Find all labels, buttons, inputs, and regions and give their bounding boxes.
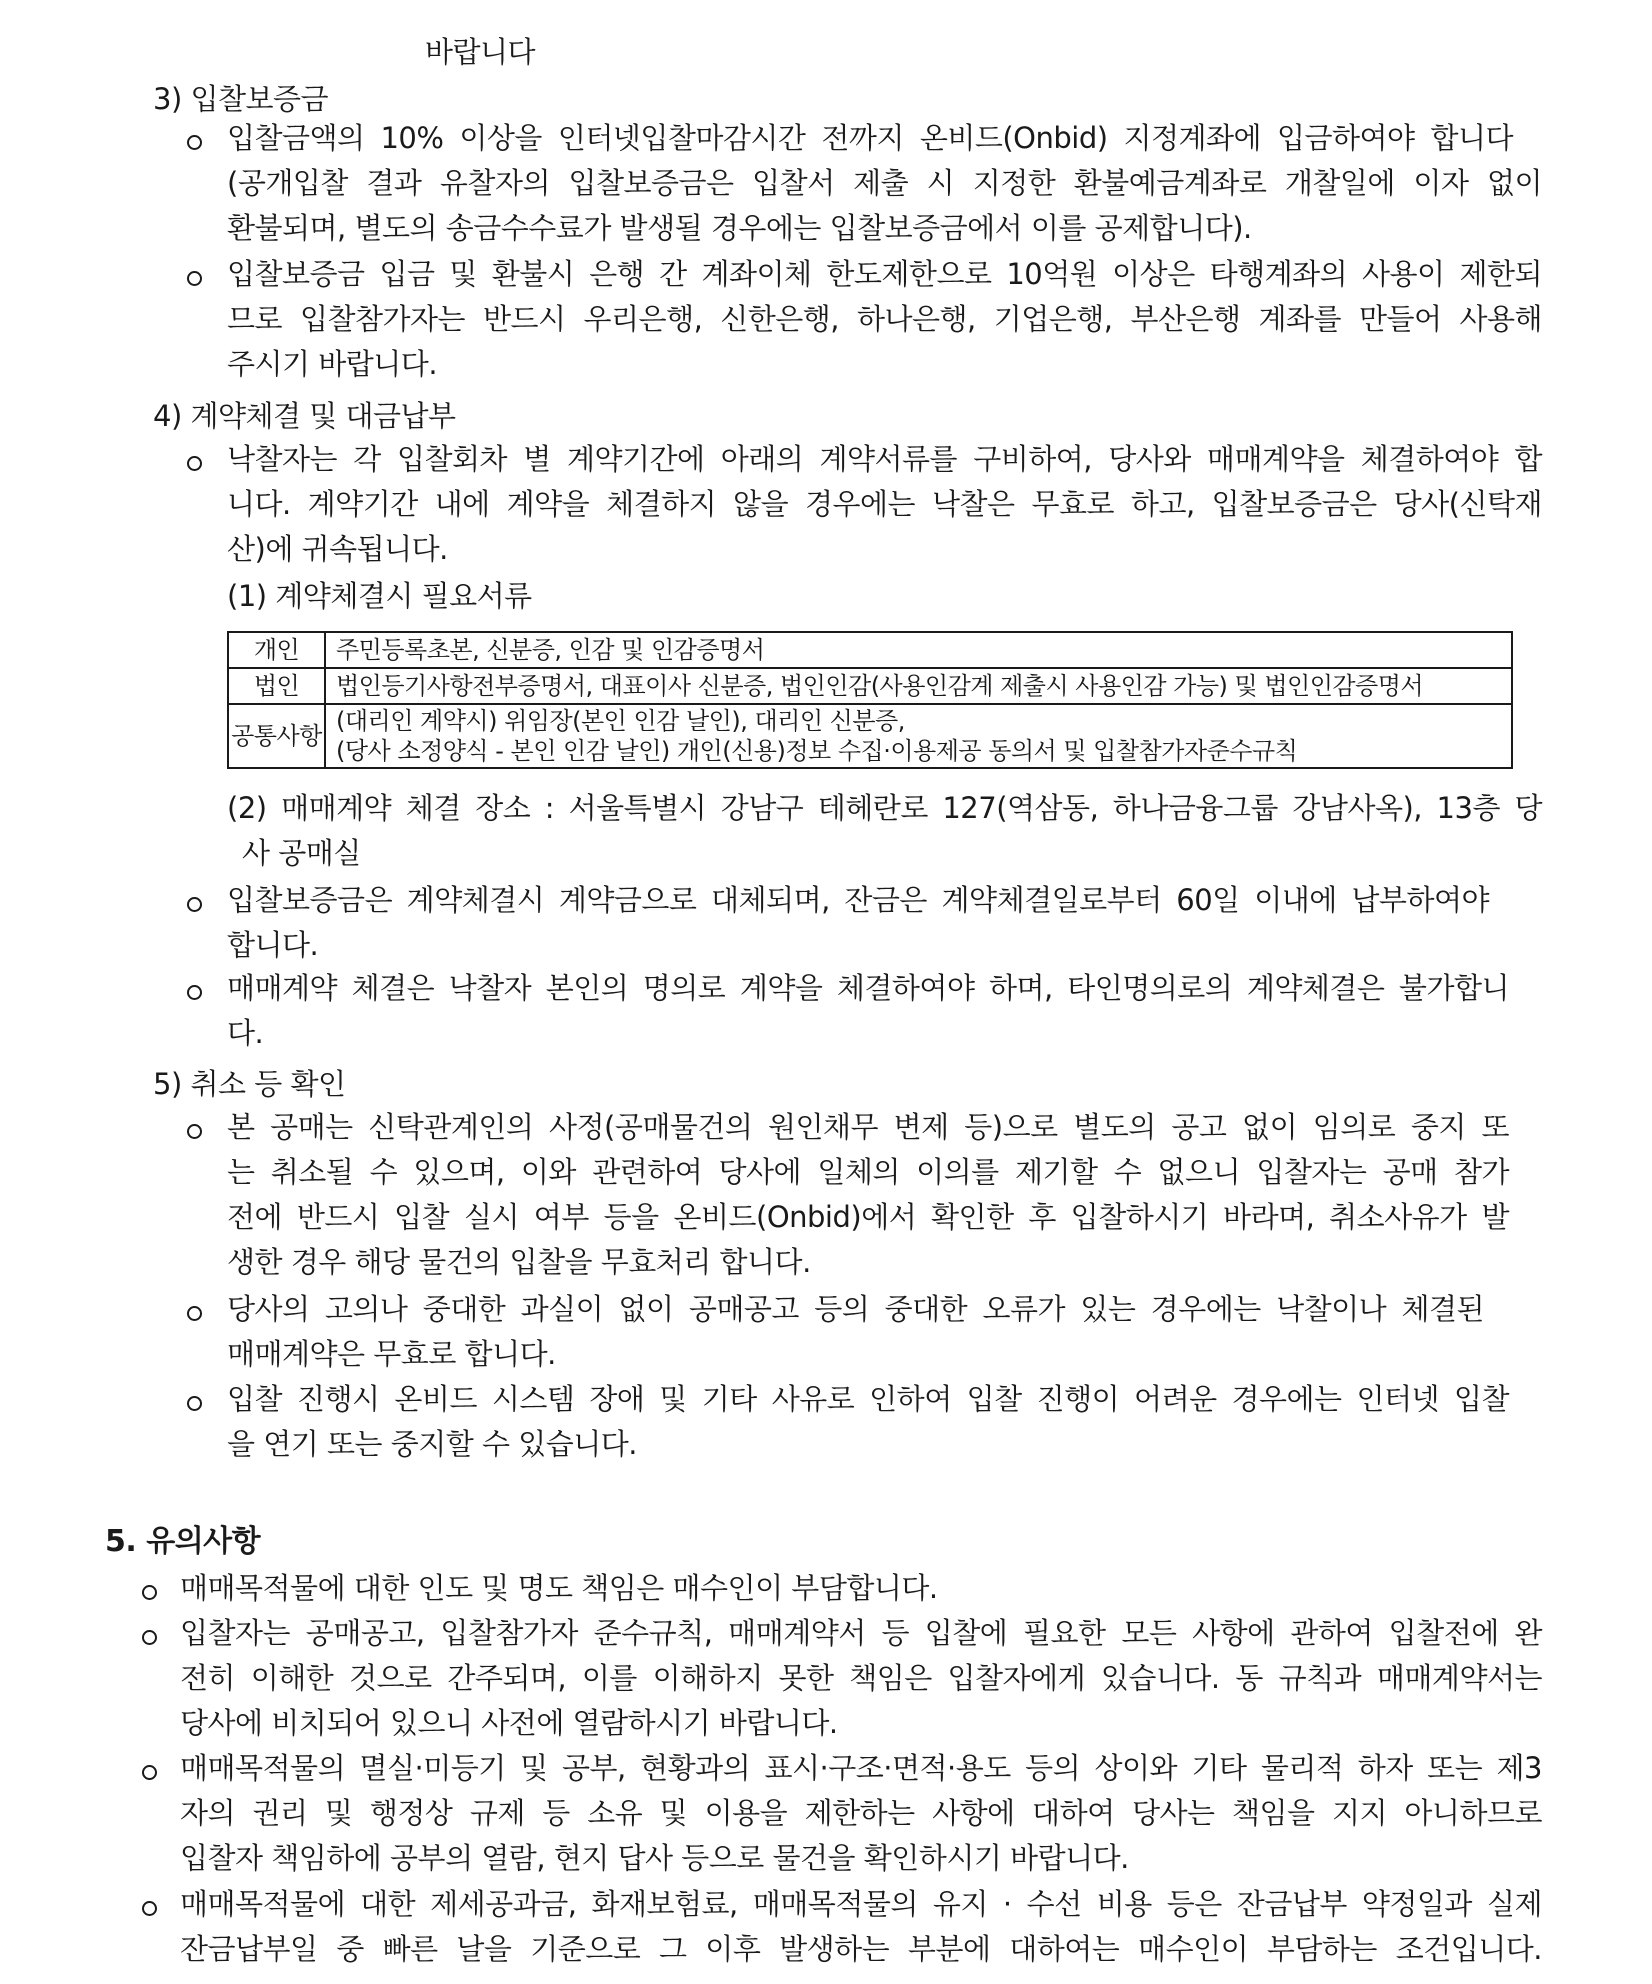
table-row [228,632,1512,668]
bullet-icon [142,1901,157,1916]
table-row [228,704,1512,768]
bullet-icon [187,1124,202,1139]
paragraph-line: 매매계약은 무효로 합니다. [227,1337,556,1371]
paragraph-line: 합니다. [227,928,319,962]
paragraph-line: 자의 권리 및 행정상 규제 등 소유 및 이용을 제한하는 사항에 대하여 당사는 책임을 지지 아니하므로 [180,1796,1542,1830]
paragraph-line: 매매목적물의 멸실·미등기 및 공부, 현황과의 표시·구조·면적·용도 등의 상이와 기타 물리적 하자 또는 제3 [180,1751,1542,1785]
bullet-icon [187,271,202,286]
bullet-icon [187,1306,202,1321]
bullet-icon [142,1585,157,1600]
paragraph-line: 다. [227,1016,264,1050]
bullet-icon [187,897,202,912]
paragraph-line: 생한 경우 해당 물건의 입찰을 무효처리 합니다. [227,1245,811,1279]
paragraph-line: 당사의 고의나 중대한 과실이 없이 공매공고 등의 중대한 오류가 있는 경우에는 낙찰이나 체결된 [227,1292,1484,1326]
table-cell-label: 법인 [228,668,325,704]
paragraph-line: 환불되며, 별도의 송금수수료가 발생될 경우에는 입찰보증금에서 이를 공제합니다). [227,211,1252,245]
paragraph-line: 는 취소될 수 있으며, 이와 관련하여 당사에 일체의 이의를 제기할 수 없으니 입찰자는 공매 참가 [227,1155,1509,1189]
paragraph-line: 을 연기 또는 중지할 수 있습니다. [227,1427,637,1461]
section-3-heading: 3) 입찰보증금 [153,82,329,116]
paragraph-line: 입찰금액의 10% 이상을 인터넷입찰마감시간 전까지 온비드(Onbid) 지정계좌에 입금하여야 합니다 [227,121,1513,155]
table-row [228,668,1512,704]
paragraph-line: 매매목적물에 대한 인도 및 명도 책임은 매수인이 부담합니다. [180,1571,938,1605]
required-documents-table [227,631,1513,769]
paragraph-line: 매매목적물에 대한 제세공과금, 화재보험료, 매매목적물의 유지 · 수선 비용 등은 잔금납부 약정일과 실제 [180,1887,1542,1921]
paragraph-line: 매매계약 체결은 낙찰자 본인의 명의로 계약을 체결하여야 하며, 타인명의로의 계약체결은 불가합니 [227,971,1509,1005]
paragraph-line: (2) 매매계약 체결 장소 : 서울특별시 강남구 테헤란로 127(역삼동, 하나금융그룹 강남사옥), 13층 당 [227,791,1542,825]
section-4-heading: 4) 계약체결 및 대금납부 [153,399,456,433]
paragraph-line: 입찰자는 공매공고, 입찰참가자 준수규칙, 매매계약서 등 입찰에 필요한 모든 사항에 관하여 입찰전에 완 [180,1616,1542,1650]
table-cell-value [325,704,1512,768]
table-cell-line: (당사 소정양식 - 본인 인감 날인) 개인(신용)정보 수집·이용제공 동의서 및 입찰참가자준수규칙 [336,737,1298,765]
table-cell-value: 주민등록초본, 신분증, 인감 및 인감증명서 [325,632,1512,668]
bullet-icon [187,135,202,150]
paragraph-line: 니다. 계약기간 내에 계약을 체결하지 않을 경우에는 낙찰은 무효로 하고, 입찰보증금은 당사(신탁재 [227,487,1542,521]
paragraph-line: 므로 입찰참가자는 반드시 우리은행, 신한은행, 하나은행, 기업은행, 부산은행 계좌를 만들어 사용해 [227,302,1542,336]
table-cell-value: 법인등기사항전부증명서, 대표이사 신분증, 법인인감(사용인감계 제출시 사용인감 가능) 및 법인인감증명서 [325,668,1512,704]
bullet-icon [142,1765,157,1780]
paragraph-line: 본 공매는 신탁관계인의 사정(공매물건의 원인채무 변제 등)으로 별도의 공고 없이 임의로 중지 또 [227,1110,1509,1144]
bullet-icon [142,1630,157,1645]
paragraph-line: 산)에 귀속됩니다. [227,532,448,566]
bullet-icon [187,985,202,1000]
paragraph-line: 낙찰자는 각 입찰회차 별 계약기간에 아래의 계약서류를 구비하여, 당사와 매매계약을 체결하여야 합 [227,442,1542,476]
section-5-heading: 5) 취소 등 확인 [153,1067,346,1101]
paragraph-line: 전에 반드시 입찰 실시 여부 등을 온비드(Onbid)에서 확인한 후 입찰하시기 바라며, 취소사유가 발 [227,1200,1509,1234]
table-cell-label: 공통사항 [228,704,325,768]
paragraph-line: 당사에 비치되어 있으니 사전에 열람하시기 바랍니다. [180,1706,838,1740]
table-cell-line: (대리인 계약시) 위임장(본인 인감 날인), 대리인 신분증, [336,707,905,735]
paragraph-line: 주시기 바랍니다. [227,347,438,381]
paragraph-line: 입찰보증금은 계약체결시 계약금으로 대체되며, 잔금은 계약체결일로부터 60일 이내에 납부하여야 [227,883,1489,917]
bullet-icon [187,456,202,471]
paragraph-line: (공개입찰 결과 유찰자의 입찰보증금은 입찰서 제출 시 지정한 환불예금계좌로 개찰일에 이자 없이 [227,166,1542,200]
continuation-text: 바랍니다 [425,35,536,69]
paragraph-line: 입찰보증금 입금 및 환불시 은행 간 계좌이체 한도제한으로 10억원 이상은 타행계좌의 사용이 제한되 [227,257,1542,291]
paragraph-line: 사 공매실 [242,836,361,870]
paragraph-line: 전히 이해한 것으로 간주되며, 이를 이해하지 못한 책임은 입찰자에게 있습니다. 동 규칙과 매매계약서는 [180,1661,1542,1695]
paragraph-line: 잔금납부일 중 빠른 날을 기준으로 그 이후 발생하는 부분에 대하여는 매수인이 부담하는 조건입니다. [180,1932,1542,1966]
table-cell-label: 개인 [228,632,325,668]
subsection-heading: (1) 계약체결시 필요서류 [227,579,532,613]
paragraph-line: 입찰자 책임하에 공부의 열람, 현지 답사 등으로 물건을 확인하시기 바랍니다. [180,1841,1129,1875]
paragraph-line: 입찰 진행시 온비드 시스템 장애 및 기타 사유로 인하여 입찰 진행이 어려운 경우에는 인터넷 입찰 [227,1382,1509,1416]
bullet-icon [187,1396,202,1411]
notes-heading: 5. 유의사항 [105,1524,261,1559]
